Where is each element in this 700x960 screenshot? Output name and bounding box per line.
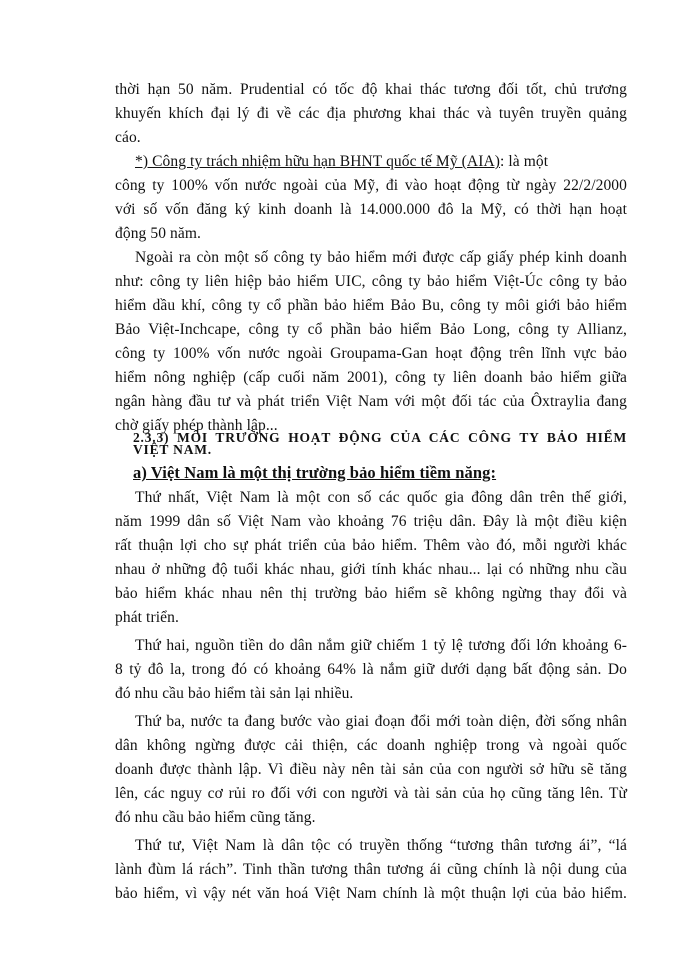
text-line: Thứ tư, Việt Nam là dân tộc có truyền thống “tương thân tương ái”, “lá (135, 837, 627, 854)
text-line: Thứ ba, nước ta đang bước vào giai đoạn đổi mới toàn diện, đời sống nhân (135, 713, 627, 730)
text-line: hiểm dầu khí, công ty cổ phần bảo hiểm Bảo Bu, công ty môi giới bảo hiểm (115, 297, 627, 314)
text-line: Ngoài ra còn một số công ty bảo hiểm mới được cấp giấy phép kinh doanh (135, 249, 627, 266)
text-segment: : là một (500, 153, 549, 170)
text-line: thời hạn 50 năm. Prudential có tốc độ khai thác tương đối tốt, chủ trương (115, 81, 627, 98)
text-line: 8 tỷ đô la, trong đó có khoảng 64% là nắm giữ dưới dạng bất động sản. Do (115, 661, 627, 678)
text-line: với số vốn đăng ký kinh doanh là 14.000.000 đô la Mỹ, có thời hạn hoạt (115, 201, 627, 218)
text-line: Thứ hai, nguồn tiền do dân nắm giữ chiếm 1 tỷ lệ tương đối lớn khoảng 6- (135, 637, 627, 654)
text-line: doanh được thành lập. Vì điều này nên tài sản của con người sở hữu sẽ tăng (115, 761, 627, 778)
section-heading: 2.3.3) MÔI TRƯỜNG HOẠT ĐỘNG CỦA CÁC CÔNG TY BẢO HIỂM (133, 430, 627, 445)
text-line: bảo hiểm khác nhau nên thị trường bảo hiểm sẽ không ngừng thay đổi và (115, 585, 627, 602)
text-line: động 50 năm. (115, 225, 202, 242)
text-line: Bảo Việt-Inchcape, công ty cổ phần bảo hiểm Bảo Long, công ty Allianz, (115, 321, 627, 338)
text-line: khuyến khích đại lý đi về các địa phương khai thác và tuyên truyền quảng (115, 105, 627, 122)
text-line: hiểm nông nghiệp (cấp cuối năm 2001), công ty liên doanh bảo hiểm giữa (115, 369, 627, 386)
text-line: năm 1999 dân số Việt Nam vào khoảng 76 triệu dân. Đây là một điều kiện (115, 513, 627, 530)
text-line: lên, các nguy cơ rủi ro đối với con người và tài sản của họ cũng tăng lên. Từ (115, 785, 627, 802)
text-line: công ty 100% vốn nước ngoài Groupama-Gan hoạt động trên lĩnh vực bảo (115, 345, 627, 362)
text-line: công ty 100% vốn nước ngoài của Mỹ, đi vào hoạt động từ ngày 22/2/2000 (115, 177, 627, 194)
company-aia-name: *) Công ty trách nhiệm hữu hạn BHNT quốc tế Mỹ (AIA) (135, 153, 501, 170)
text-line: dân không ngừng được cải thiện, các doanh nghiệp trong và ngoài quốc (115, 737, 627, 754)
text-line: bảo hiểm, vì vậy nét văn hoá Việt Nam chính là một thuận lợi của bảo hiểm. (115, 885, 627, 902)
text-line: nhau ở những độ tuổi khác nhau, giới tính khác nhau... lại có những nhu cầu (115, 561, 627, 578)
subsection-heading: a) Việt Nam là một thị trường bảo hiểm tiềm năng: (133, 463, 497, 482)
text-line: đó nhu cầu bảo hiểm cũng tăng. (115, 809, 316, 826)
text-line: lành đùm lá rách”. Tinh thần tương thân tương ái cũng chính là nội dung của (115, 861, 627, 878)
text-line: như: công ty liên hiệp bảo hiểm UIC, công ty bảo hiểm Việt-Úc công ty bảo (115, 273, 627, 290)
company-aia-line (135, 152, 548, 172)
text-line: chờ giấy phép thành lập... (115, 417, 278, 434)
text-line: phát triển. (115, 609, 179, 626)
section-heading-cont: VIỆT NAM. (133, 442, 212, 457)
text-line: đó nhu cầu bảo hiểm tài sản lại nhiều. (115, 685, 354, 702)
text-line: Thứ nhất, Việt Nam là một con số các quốc gia đông dân trên thế giới, (135, 489, 627, 506)
text-line: rất thuận lợi cho sự phát triển của bảo hiểm. Thêm vào đó, mỗi người khác (115, 537, 627, 554)
text-line: ngân hàng đầu tư và phát triển Việt Nam với một đối tác của Ôxtraylia đang (115, 393, 627, 410)
text-line: cáo. (115, 129, 141, 146)
